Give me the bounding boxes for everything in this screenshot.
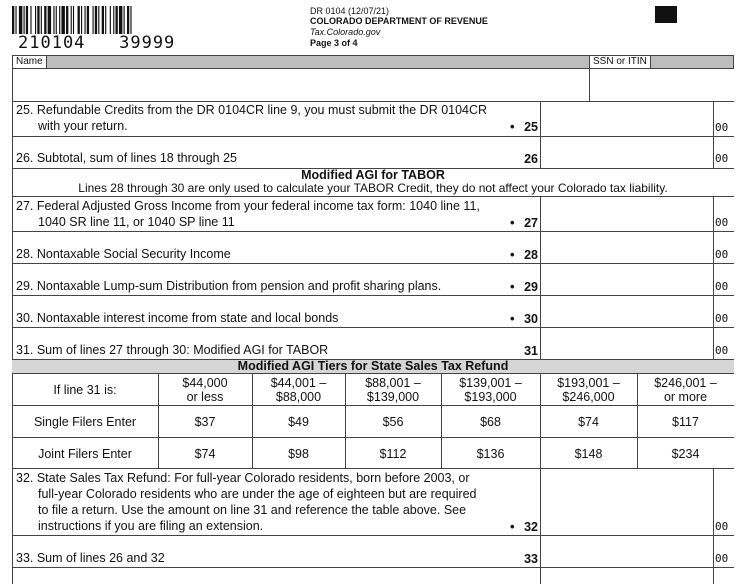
line-31-cents: 00	[715, 344, 729, 357]
tabor-note: Lines 28 through 30 are only used to calculate your TABOR Credit, they do not affect your Colorado tax liability.	[78, 181, 668, 195]
line-27-cents: 00	[715, 216, 729, 229]
bullet-icon: •	[510, 119, 515, 134]
tier-range-6-bottom: or more	[663, 390, 708, 404]
line-28-number: 28	[524, 248, 538, 262]
line-29-text: 29. Nontaxable Lump-sum Distribution from pension and profit sharing plans.	[16, 279, 442, 293]
line-26-number: 26	[524, 152, 538, 166]
tier-range-1-top: $44,000	[182, 376, 228, 390]
single-tier-1: $37	[194, 415, 216, 429]
barcode	[12, 6, 232, 34]
line-31-number: 31	[524, 344, 538, 358]
tier-range-1-bottom: or less	[186, 390, 224, 404]
line-33-cents: 00	[715, 552, 729, 565]
page-number: Page 3 of 4	[310, 38, 358, 48]
tier-range-5	[540, 376, 637, 404]
line-25-text-cont: with your return.	[38, 119, 128, 133]
tier-range-1	[158, 376, 252, 404]
line-33-text: 33. Sum of lines 26 and 32	[16, 551, 165, 565]
divider	[12, 405, 734, 406]
marker-block	[655, 6, 677, 23]
line-27-text-cont: 1040 SR line 11, or 1040 SP line 11	[38, 215, 235, 229]
tier-range-6	[637, 376, 734, 404]
bullet-icon: •	[510, 519, 515, 534]
divider	[12, 101, 734, 102]
line-32-amount-input[interactable]	[541, 469, 713, 535]
line-27-amount-input[interactable]	[541, 197, 713, 231]
line-32-number: 32	[524, 520, 538, 534]
single-tier-6: $117	[672, 415, 699, 429]
joint-filers-label: Joint Filers Enter	[38, 447, 132, 461]
line-32-text-cont: to file a return. Use the amount on line 31 and reference the table above. See	[38, 503, 467, 517]
line-25-cents: 00	[715, 121, 729, 134]
line-32-text-cont: full-year Colorado residents who are under the age of eighteen but are required	[38, 487, 477, 501]
line-25-number: 25	[524, 120, 538, 134]
divider	[12, 567, 734, 568]
tier-range-2	[252, 376, 345, 404]
single-tier-5: $74	[578, 415, 599, 429]
joint-tier-1: $74	[194, 447, 216, 461]
tier-range-3-bottom: $139,000	[366, 390, 420, 404]
single-filers-label: Single Filers Enter	[33, 415, 137, 429]
joint-tier-4: $136	[476, 447, 505, 461]
name-label: Name	[13, 56, 47, 68]
tier-range-5-bottom: $246,000	[562, 390, 615, 404]
line-25-text: 25. Refundable Credits from the DR 0104CR line 9, you must submit the DR 0104CR	[16, 103, 488, 117]
line-26-amount-input[interactable]	[541, 137, 713, 168]
left-border	[12, 55, 13, 584]
website: Tax.Colorado.gov	[310, 27, 381, 37]
single-tier-2: $49	[288, 415, 309, 429]
line-33-amount-input[interactable]	[541, 536, 713, 567]
joint-tier-2: $98	[288, 447, 309, 461]
joint-tier-3: $112	[379, 447, 407, 461]
form-id: DR 0104 (12/07/21)	[310, 6, 390, 16]
tier-range-4-top: $139,001 –	[459, 376, 522, 390]
tabor-title: Modified AGI for TABOR	[301, 168, 445, 182]
entry-col-cents	[713, 101, 714, 169]
tier-range-4	[441, 376, 540, 404]
divider	[12, 373, 734, 374]
entry-col-cents	[713, 196, 714, 360]
line-33-number: 33	[524, 552, 538, 566]
line-30-number: 30	[524, 312, 538, 326]
line-32-text-cont: instructions if you are filing an extension.	[38, 519, 264, 533]
name-field[interactable]	[12, 69, 589, 101]
ssn-label: SSN or ITIN	[589, 56, 651, 68]
joint-tier-5: $148	[574, 447, 603, 461]
bullet-icon: •	[510, 215, 515, 230]
tier-row-label: If line 31 is:	[53, 383, 117, 397]
line-31-amount-input[interactable]	[541, 328, 713, 359]
divider	[12, 437, 734, 438]
tier-range-5-top: $193,001 –	[557, 376, 620, 390]
joint-tier-6: $234	[671, 447, 700, 461]
line-29-amount-input[interactable]	[541, 264, 713, 295]
name-ssn-header	[12, 55, 734, 69]
line-28-amount-input[interactable]	[541, 232, 713, 263]
line-32-text: 32. State Sales Tax Refund: For full-year Colorado residents, born before 2003, or	[16, 471, 470, 485]
department-name: COLORADO DEPARTMENT OF REVENUE	[310, 16, 488, 26]
line-27-number: 27	[524, 216, 538, 230]
tier-table-title: Modified AGI Tiers for State Sales Tax Refund	[237, 359, 509, 373]
single-tier-4: $68	[480, 415, 501, 429]
line-30-text: 30. Nontaxable interest income from state and local bonds	[16, 311, 339, 325]
tier-range-4-bottom: $193,000	[464, 390, 517, 404]
line-26-text: 26. Subtotal, sum of lines 18 through 25	[16, 151, 237, 165]
line-28-text: 28. Nontaxable Social Security Income	[16, 247, 231, 261]
tier-range-3	[345, 376, 441, 404]
bullet-icon: •	[510, 311, 515, 326]
tier-range-6-top: $246,001 –	[654, 376, 717, 390]
line-28-cents: 00	[715, 248, 729, 261]
line-26-cents: 00	[715, 152, 729, 165]
line-27-text: 27. Federal Adjusted Gross Income from your federal income tax form: 1040 line 11,	[16, 199, 480, 213]
tier-range-2-top: $44,001 –	[270, 376, 327, 390]
line-30-cents: 00	[715, 312, 729, 325]
single-tier-3: $56	[382, 415, 404, 429]
line-30-amount-input[interactable]	[541, 296, 713, 327]
tier-range-3-top: $88,001 –	[365, 376, 421, 390]
barcode-number: 210104 39999	[18, 33, 176, 53]
tier-range-2-bottom: $88,000	[275, 390, 322, 404]
line-31-text: 31. Sum of lines 27 through 30: Modified AGI for TABOR	[16, 343, 329, 357]
bullet-icon: •	[510, 247, 515, 262]
bullet-icon: •	[510, 279, 515, 294]
ssn-field[interactable]	[589, 69, 734, 101]
line-29-number: 29	[524, 280, 538, 294]
line-25-amount-input[interactable]	[541, 104, 713, 136]
line-32-cents: 00	[715, 520, 729, 533]
line-29-cents: 00	[715, 280, 729, 293]
